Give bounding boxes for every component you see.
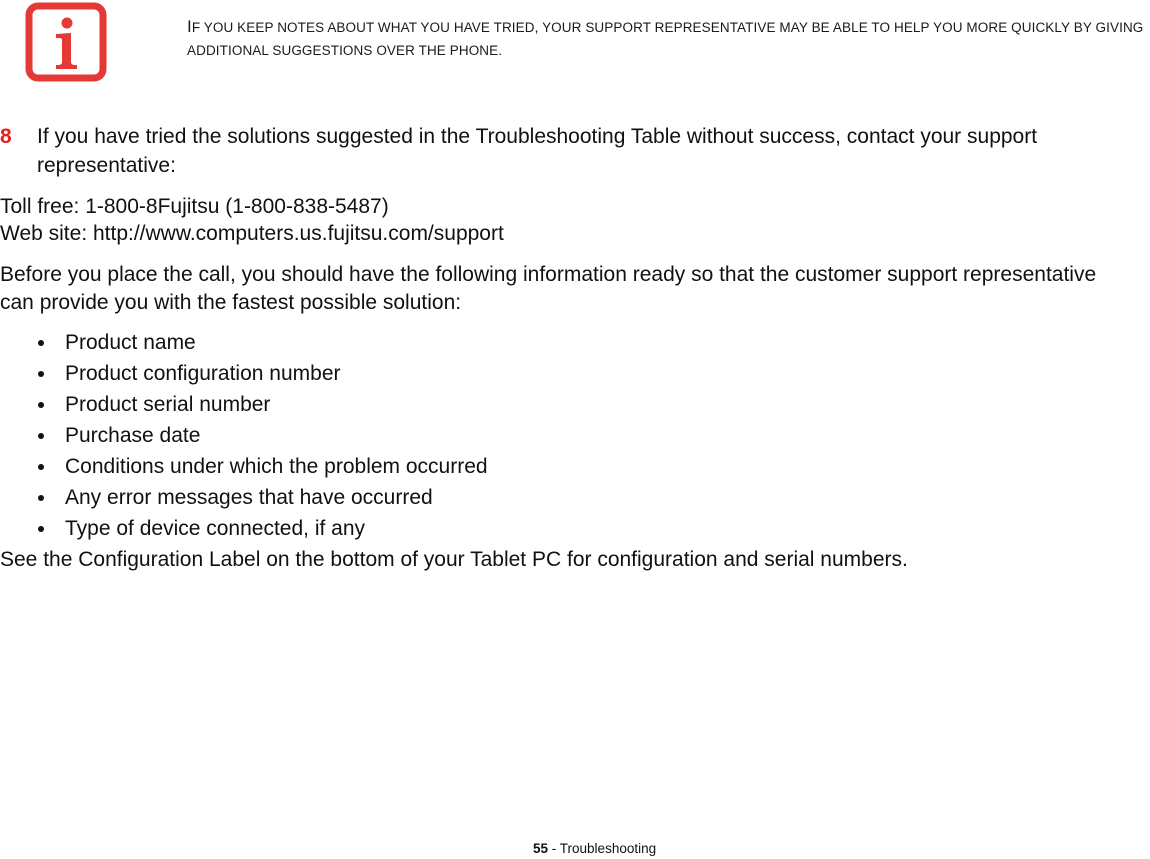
contact-info: [0, 193, 504, 247]
list-item-label: Purchase date: [65, 424, 201, 447]
list-item: [0, 483, 488, 514]
list-item-label: Product name: [65, 331, 196, 354]
section-name: Troubleshooting: [559, 841, 657, 856]
support-website: Web site: http://www.computers.us.fujitsu.com/support: [0, 222, 504, 245]
toll-free-number: Toll free: 1-800-8Fujitsu (1-800-838-5487): [0, 195, 389, 218]
intro-paragraph: Before you place the call, you should have the following information ready so that the customer support representative can provide you with the fastest possible solution:: [0, 263, 1097, 314]
note-initial: I: [187, 17, 192, 36]
step-text: If you have tried the solutions suggested in the Troubleshooting Table without success, contact your support representative:: [37, 125, 1038, 177]
list-item: [0, 421, 488, 452]
bullet-icon: [38, 371, 44, 377]
list-item-label: Product serial number: [65, 393, 271, 416]
page-number: 55: [533, 841, 549, 856]
bullet-icon: [38, 526, 44, 532]
bullet-icon: [38, 433, 44, 439]
page-footer: [533, 840, 656, 858]
list-item: [0, 390, 488, 421]
bullet-icon: [38, 340, 44, 346]
footer-separator: -: [548, 841, 560, 856]
list-item: [0, 452, 488, 483]
note-text: [187, 15, 1147, 62]
note-line-2: ADDITIONAL SUGGESTIONS OVER THE PHONE.: [187, 43, 503, 58]
info-icon: [25, 2, 107, 82]
list-item-label: Any error messages that have occurred: [65, 486, 433, 509]
bullet-icon: [38, 402, 44, 408]
list-item: [0, 328, 488, 359]
list-item-label: Product configuration number: [65, 362, 341, 385]
list-item: [0, 359, 488, 390]
configuration-label-note: See the Configuration Label on the bottom of your Tablet PC for configuration and serial numbers.: [0, 548, 908, 571]
note-line-1-text: F YOU KEEP NOTES ABOUT WHAT YOU HAVE TRIED, YOUR SUPPORT REPRESENTATIVE MAY BE ABLE TO HELP YOU MORE QUICKLY BY GIVING: [191, 20, 1144, 35]
note-line-1: [187, 15, 1147, 39]
list-item: [0, 514, 488, 545]
list-item-label: Conditions under which the problem occurred: [65, 455, 488, 478]
step-number: 8: [0, 125, 12, 148]
list-item-label: Type of device connected, if any: [65, 517, 366, 540]
info-checklist: [0, 328, 488, 545]
bullet-icon: [38, 495, 44, 501]
bullet-icon: [38, 464, 44, 470]
